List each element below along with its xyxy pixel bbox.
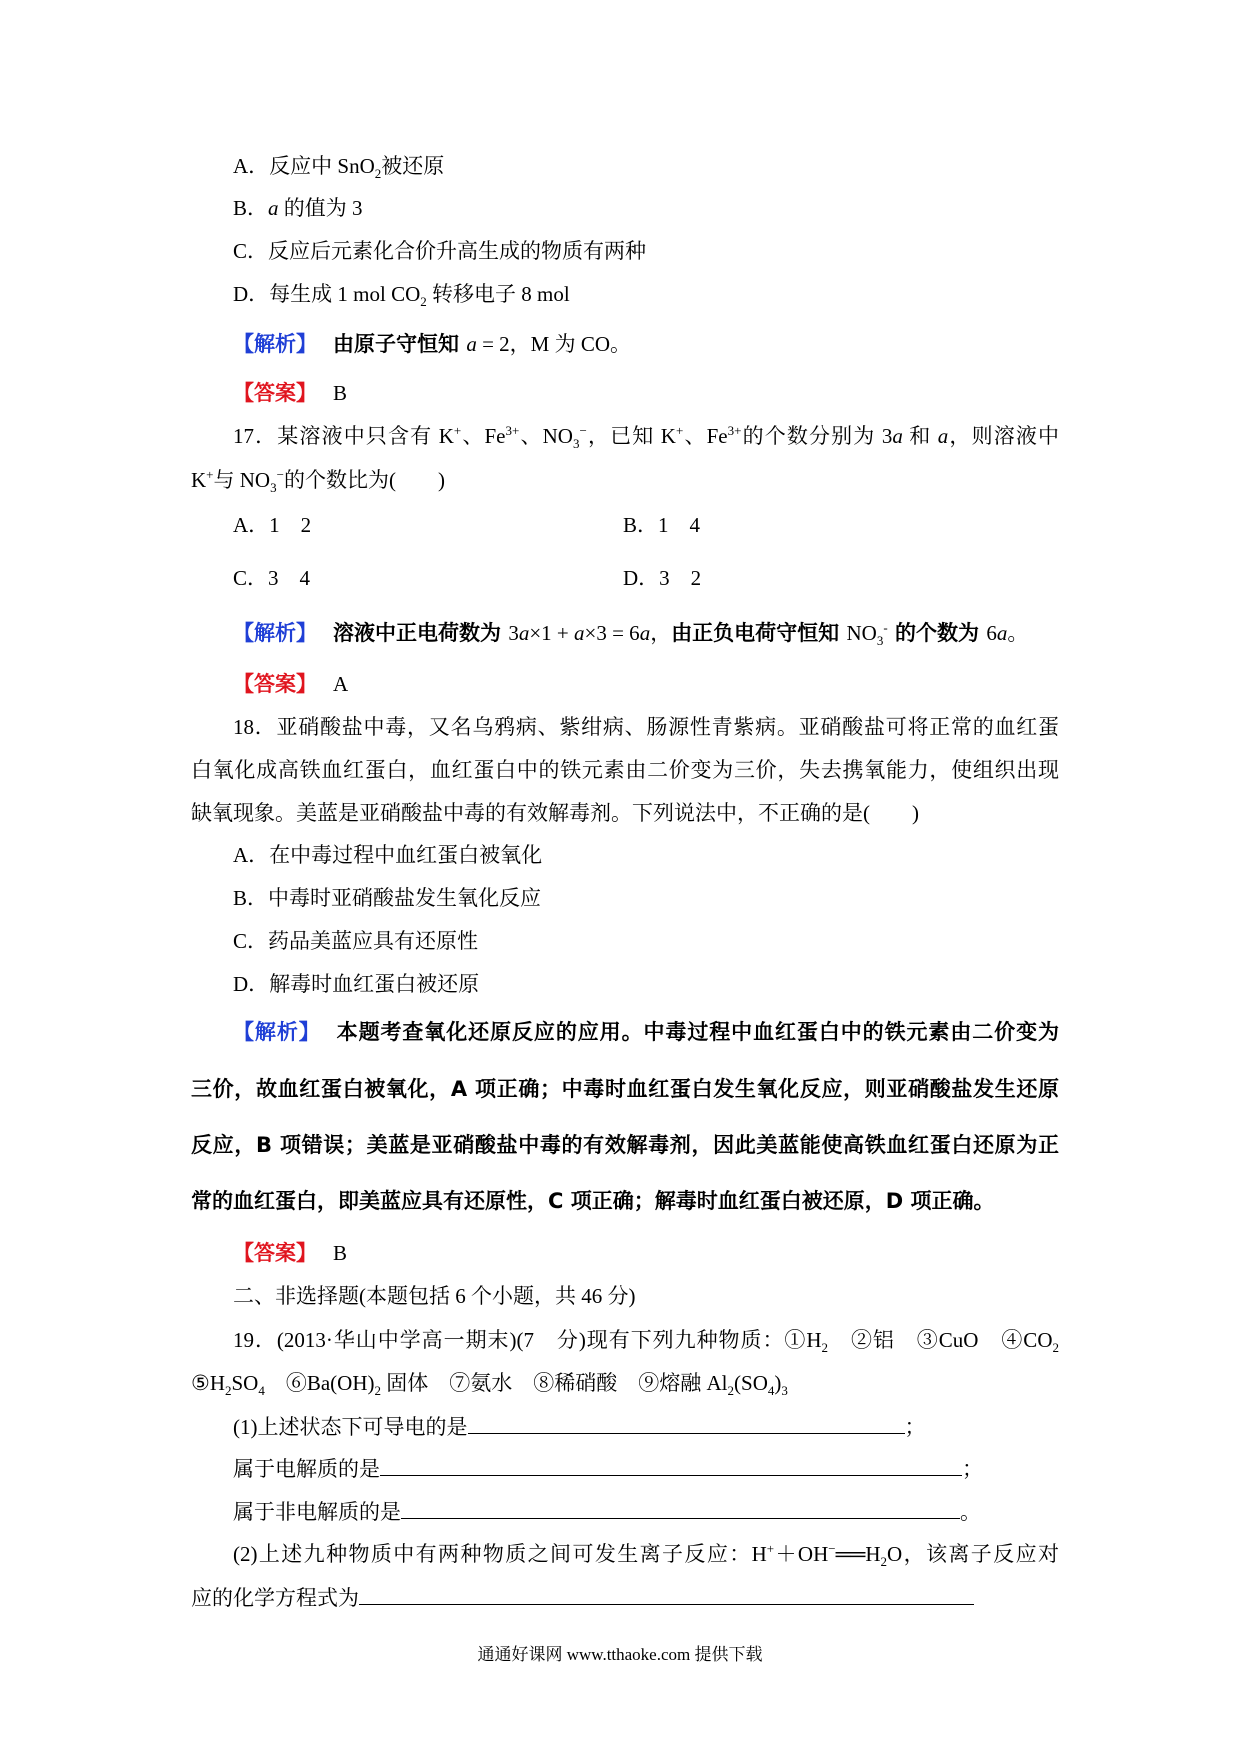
text-run: B．1 4	[623, 513, 701, 537]
q19-stem-line2	[191, 1370, 788, 1399]
superscript: −	[579, 423, 587, 438]
bold-text: 三价，故血红蛋白被氧化，A 项正确；中毒时血红蛋白发生氧化反应，则亚硝酸盐发生还原	[191, 1077, 1059, 1101]
text-run: 固体 ⑦氨水 ⑧稀硝酸 ⑨熔融 Al	[381, 1371, 728, 1395]
option-q17-b	[623, 512, 700, 538]
page-footer: 通通好课网 www.tthaoke.com 提供下载	[477, 1645, 763, 1664]
text-run: (1)上述状态下可导电的是	[233, 1415, 468, 1439]
subscript: 3	[876, 633, 884, 649]
text-run: K	[191, 468, 207, 492]
text-run: 19．(2013·华山中学高一期末)(7 分)现有下列九种物质：①H	[233, 1328, 822, 1352]
text-run: 缺氧现象。美蓝是亚硝酸盐中毒的有效解毒剂。下列说法中，不正确的是( )	[191, 801, 919, 825]
bold-text: 的个数为	[887, 621, 987, 645]
superscript: 3+	[727, 423, 742, 438]
text-run: A．反应中 SnO	[233, 154, 375, 178]
text-run: )	[774, 1371, 782, 1395]
subscript: 3	[572, 436, 580, 449]
text-run: ，	[650, 621, 672, 645]
text-run: ＋OH	[774, 1542, 829, 1566]
q17-stem-line1	[233, 423, 1059, 449]
text-run: ×1 +	[529, 621, 574, 645]
text-run: ；	[962, 1457, 983, 1481]
text-run: 的个数分别为 3	[741, 424, 893, 448]
bold-text: 反应，B 项错误；美蓝是亚硝酸盐中毒的有效解毒剂，因此美蓝能使高铁血红蛋白还原为正	[191, 1133, 1059, 1157]
subscript: 2	[225, 1383, 232, 1399]
q19-part1-conductive	[233, 1413, 926, 1440]
superscript: -	[883, 620, 888, 635]
q17-stem-line2	[191, 467, 445, 496]
text-run: C．药品美蓝应具有还原性	[233, 929, 479, 953]
text-run: ，已知 K	[586, 424, 676, 448]
text-run: A．1 2	[233, 513, 312, 537]
variable: a	[639, 621, 651, 645]
subscript: 4	[258, 1383, 265, 1399]
q19-part2-line2	[191, 1584, 974, 1611]
text-run: B	[333, 1241, 348, 1265]
text-run: O，该离子反应对	[887, 1542, 1059, 1566]
text-run: ⑥Ba(OH)	[264, 1371, 375, 1395]
text-run: 转移电子 8 mol	[426, 282, 570, 306]
option-q17-c	[233, 565, 310, 591]
subscript: 2	[1052, 1340, 1059, 1353]
q18-analysis-line4	[191, 1188, 994, 1214]
text-run: 、Fe	[683, 424, 728, 448]
q19-stem-line1	[233, 1327, 1059, 1353]
text-run: B．	[233, 196, 269, 220]
analysis-label: 【解析】	[233, 1020, 321, 1044]
option-q16-b	[233, 195, 363, 221]
option-q16-c	[233, 238, 646, 264]
subscript: 3	[270, 480, 277, 496]
variable: a	[466, 332, 477, 356]
analysis-label: 【解析】	[233, 621, 317, 645]
q17-analysis	[233, 620, 1029, 649]
text-run: 的个数比为( )	[283, 468, 445, 492]
text-run: NO	[846, 621, 877, 645]
text-run: (2)上述九种物质中有两种物质之间可发生离子反应：H	[233, 1542, 767, 1566]
q18-analysis-line3	[191, 1132, 1059, 1158]
option-q18-d	[233, 971, 479, 997]
text-run: 二、非选择题(本题包括 6 个小题，共 46 分)	[233, 1284, 636, 1308]
variable: a	[518, 621, 530, 645]
q19-part2-line1	[233, 1541, 1059, 1567]
superscript: 3+	[505, 423, 520, 438]
q18-stem-line1	[233, 714, 1059, 740]
variable: a	[892, 424, 903, 448]
text-run: SO	[231, 1371, 259, 1395]
text-run: 被还原	[381, 154, 445, 178]
answer-label: 【答案】	[233, 672, 317, 696]
text-run: (SO	[734, 1371, 768, 1395]
q17-answer	[233, 671, 348, 697]
text-run: 与 NO	[213, 468, 271, 492]
text-run: ②铝 ③CuO ④CO	[828, 1328, 1053, 1352]
q16-answer	[233, 380, 347, 406]
text-run: 3	[508, 621, 519, 645]
q18-stem-line2	[191, 757, 1059, 783]
text-run: A	[333, 672, 349, 696]
superscript: −	[828, 1541, 836, 1556]
text-run: 属于非电解质的是	[233, 1500, 401, 1524]
text-run: C．3 4	[233, 566, 311, 590]
variable: a	[996, 621, 1008, 645]
superscript: +	[206, 467, 214, 482]
subscript: 4	[767, 1383, 775, 1399]
subscript: 2	[374, 166, 382, 182]
superscript: +	[453, 423, 462, 438]
text-run: ×3 = 6	[584, 621, 640, 645]
superscript: +	[766, 1541, 775, 1556]
bold-text: 常的血红蛋白，即美蓝应具有还原性，C 项正确；解毒时血红蛋白被还原，D 项正确。	[191, 1189, 995, 1213]
q18-stem-line3	[191, 800, 919, 826]
text-run: = 2，M 为 CO。	[476, 332, 632, 356]
text-run: ══H	[835, 1542, 881, 1566]
text-run: ⑤H	[191, 1371, 225, 1395]
subscript: 3	[781, 1383, 788, 1399]
answer-blank	[468, 1413, 905, 1434]
answer-label: 【答案】	[233, 381, 317, 405]
q16-analysis	[233, 331, 631, 357]
subscript: 2	[821, 1340, 829, 1353]
text-run: 6	[986, 621, 997, 645]
answer-blank	[359, 1584, 974, 1605]
option-q18-a	[233, 842, 542, 868]
subscript: 2	[727, 1383, 735, 1399]
section-heading	[233, 1283, 636, 1309]
text-run: D．3 2	[623, 566, 702, 590]
text-run: A．在中毒过程中血红蛋白被氧化	[233, 843, 543, 867]
text-run: 、NO	[519, 424, 573, 448]
bold-text: 由正负电荷守恒知	[671, 621, 847, 645]
text-run: ，则溶液中	[948, 424, 1059, 448]
q18-analysis-line2	[191, 1076, 1059, 1102]
option-q17-d	[623, 565, 701, 591]
text-run: B	[333, 381, 348, 405]
text-run: D．解毒时血红蛋白被还原	[233, 972, 480, 996]
text-run: C．反应后元素化合价升高生成的物质有两种	[233, 239, 647, 263]
text-run: 属于电解质的是	[233, 1457, 380, 1481]
subscript: 2	[374, 1383, 382, 1399]
text-run: 18．亚硝酸盐中毒，又名乌鸦病、紫绀病、肠源性青紫病。亚硝酸盐可将正常的血红蛋	[233, 715, 1059, 739]
text-run: 应的化学方程式为	[191, 1586, 359, 1610]
q19-part1-nonelectrolyte	[233, 1498, 981, 1525]
text-run: 和	[902, 424, 938, 448]
option-q17-a	[233, 512, 311, 538]
bold-text: 溶液中正电荷数为	[333, 621, 509, 645]
q18-answer	[233, 1240, 347, 1266]
subscript: 2	[880, 1554, 888, 1567]
option-q16-d	[233, 281, 570, 310]
variable: a	[268, 196, 279, 220]
text-run: 的值为 3	[278, 196, 363, 220]
q19-part1-electrolyte	[233, 1455, 983, 1482]
bold-text: 由原子守恒知	[333, 332, 467, 356]
text-run: 白氧化成高铁血红蛋白，血红蛋白中的铁元素由二价变为三价，失去携氧能力，使组织出现	[191, 758, 1059, 782]
text-run: ；	[904, 1415, 926, 1439]
analysis-label: 【解析】	[233, 332, 317, 356]
q18-analysis-line1	[233, 1019, 1059, 1045]
subscript: 2	[420, 294, 427, 310]
answer-blank	[401, 1498, 960, 1519]
superscript: −	[276, 467, 284, 482]
text-run: D．每生成 1 mol CO	[233, 282, 421, 306]
variable: a	[937, 424, 949, 448]
answer-label: 【答案】	[233, 1241, 317, 1265]
answer-blank	[380, 1455, 962, 1476]
option-q16-a	[233, 153, 445, 182]
superscript: +	[675, 423, 684, 438]
bold-text: 本题考查氧化还原反应的应用。中毒过程中血红蛋白中的铁元素由二价变为	[336, 1020, 1059, 1044]
variable: a	[574, 621, 585, 645]
option-q18-b	[233, 885, 541, 911]
text-run: 、Fe	[461, 424, 506, 448]
text-run: 。	[960, 1500, 981, 1524]
text-run: B．中毒时亚硝酸盐发生氧化反应	[233, 886, 542, 910]
text-run: 17．某溶液中只含有 K	[233, 424, 454, 448]
text-run: 。	[1007, 621, 1029, 645]
option-q18-c	[233, 928, 478, 954]
